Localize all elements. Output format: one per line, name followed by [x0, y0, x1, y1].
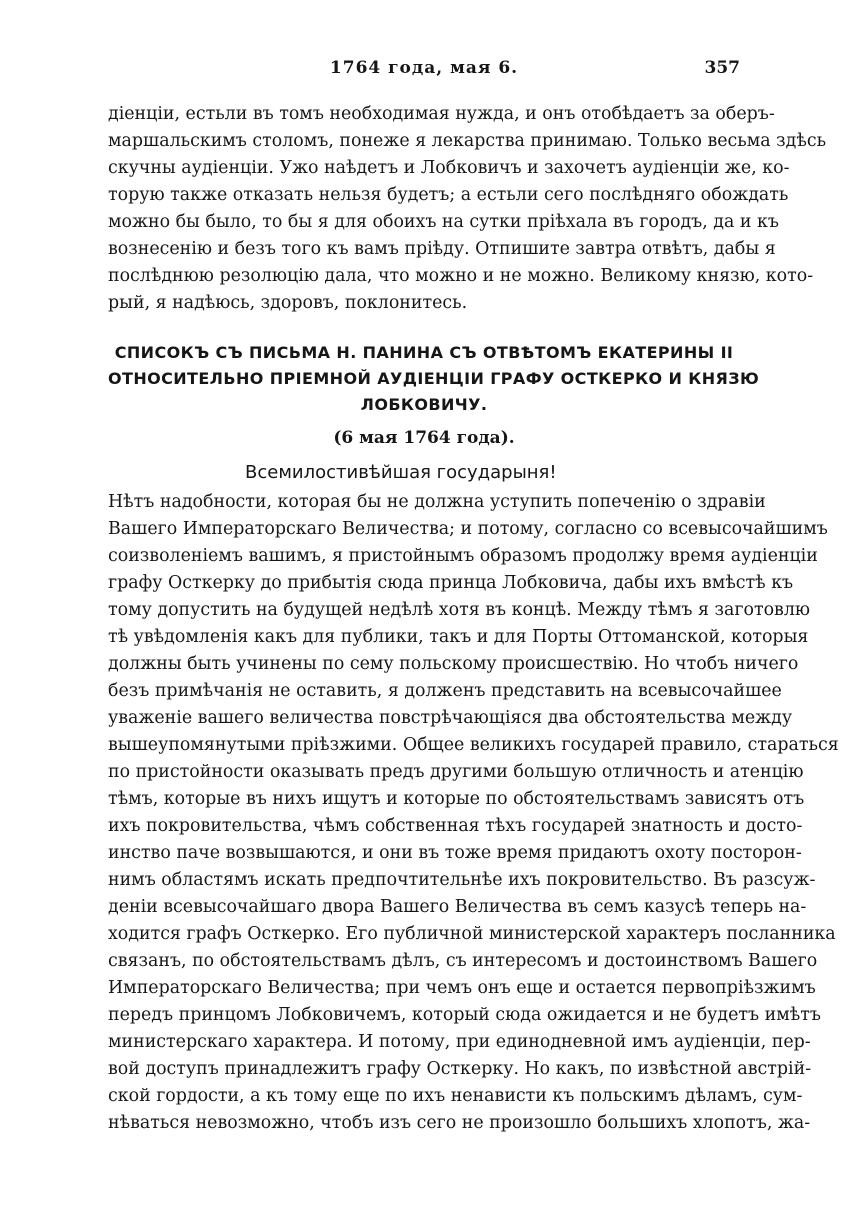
section-title-line: ОТНОСИТЕЛЬНО ПРІЕМНОЙ АУДІЕНЦІИ ГРАФУ ОСТКЕРКО И КНЯЗЮ [108, 369, 760, 388]
text-line: маршальскимъ столомъ, понеже я лекарства принимаю. Только весьма здѣсь [108, 131, 827, 151]
text-line: ходится графъ Осткерко. Его публичной министерской характеръ посланника [108, 924, 836, 944]
salutation: Всемилостивѣйшая государыня! [245, 462, 557, 483]
text-line: уваженіе вашего величества повстрѣчающіяся два обстоятельства между [108, 708, 793, 728]
text-line: послѣднюю резолюцію дала, что можно и не можно. Великому князю, кото- [108, 266, 814, 286]
text-line: должны быть учинены по сему польскому происшествію. Но чтобъ ничего [108, 654, 799, 674]
section-title-line: ЛОБКОВИЧУ. [360, 395, 488, 414]
running-head [108, 58, 740, 86]
text-line: тому допустить на будущей недѣлѣ хотя въ концѣ. Между тѣмъ я заготовлю [108, 600, 811, 620]
text-line: можно бы было, то бы я для обоихъ на сутки пріѣхала въ городъ, да и къ [108, 212, 779, 232]
text-line: соизволеніемъ вашимъ, я пристойнымъ образомъ продолжу время аудіенціи [108, 546, 818, 566]
text-line: по пристойности оказывать предъ другими большую отличность и атенцію [108, 762, 804, 782]
text-line: ихъ покровительства, чѣмъ собственная тѣхъ государей знатность и досто- [108, 816, 803, 836]
text-line: вознесенію и безъ того къ вамъ пріѣду. Отпишите завтра отвѣтъ, дабы я [108, 239, 776, 259]
text-line: Вашего Императорскаго Величества; и потому, согласно со всевысочайшимъ [108, 519, 828, 539]
text-line: передъ принцомъ Лобковичемъ, который сюда ожидается и не будетъ имѣтъ [108, 1005, 821, 1025]
text-line: инство паче возвышаются, и они въ тоже время придаютъ охоту посторон- [108, 843, 802, 863]
section-title-line: СПИСОКЪ СЪ ПИСЬМА Н. ПАНИНА СЪ ОТВѢТОМЪ ЕКАТЕРИНЫ II [114, 343, 734, 362]
text-line: торую также отказать нельзя будетъ; а естьли сего послѣдняго обождать [108, 185, 789, 205]
text-line: Императорскаго Величества; при чемъ онъ еще и остается первопріѣзжимъ [108, 978, 816, 998]
text-line: министерскаго характера. И потому, при единодневной имъ аудіенціи, пер- [108, 1032, 811, 1052]
text-line: діенціи, естьли въ томъ необходимая нужда, и онъ отобѣдаетъ за оберъ- [108, 104, 775, 124]
text-line: Нѣтъ надобности, которая бы не должна уступить попеченію о здравіи [108, 492, 766, 512]
text-line: вой доступъ принадлежитъ графу Осткерку. Но какъ, по извѣстной австрій- [108, 1059, 812, 1079]
text-line: вышеупомянутыми пріѣзжими. Общее великихъ государей правило, стараться [108, 735, 839, 755]
text-line: связанъ, по обстоятельствамъ дѣлъ, съ интересомъ и достоинствомъ Вашего [108, 951, 818, 971]
text-line: скучны аудіенціи. Ужо наѣдетъ и Лобковичъ и захочетъ аудіенціи же, ко- [108, 158, 790, 178]
text-line: рый, я надѣюсь, здоровъ, поклонитесь. [108, 293, 468, 313]
page-number: 357 [704, 58, 740, 78]
text-line: графу Осткерку до прибытія сюда принца Лобковича, дабы ихъ вмѣстѣ къ [108, 573, 794, 593]
letter-date: (6 мая 1764 года). [333, 428, 515, 448]
text-line: тѣ увѣдомленія какъ для публики, такъ и для Порты Оттоманской, которыя [108, 627, 809, 647]
text-line: нимъ областямъ искать предпочтительнѣе ихъ покровительство. Въ разсуж- [108, 870, 816, 890]
running-title: 1764 года, мая 6. [329, 58, 519, 78]
text-line: ской гордости, а къ тому еще по ихъ ненависти къ польскимъ дѣламъ, сум- [108, 1086, 803, 1106]
text-line: нѣваться невозможно, чтобъ изъ сего не произошло большихъ хлопотъ, жа- [108, 1113, 811, 1133]
text-line: безъ примѣчанія не оставить, я долженъ представить на всевысочайшее [108, 681, 782, 701]
text-line: тѣмъ, которые въ нихъ ищутъ и которые по обстоятельствамъ зависятъ отъ [108, 789, 805, 809]
text-line: деніи всевысочайшаго двора Вашего Величества въ семъ казусѣ теперь на- [108, 897, 807, 917]
